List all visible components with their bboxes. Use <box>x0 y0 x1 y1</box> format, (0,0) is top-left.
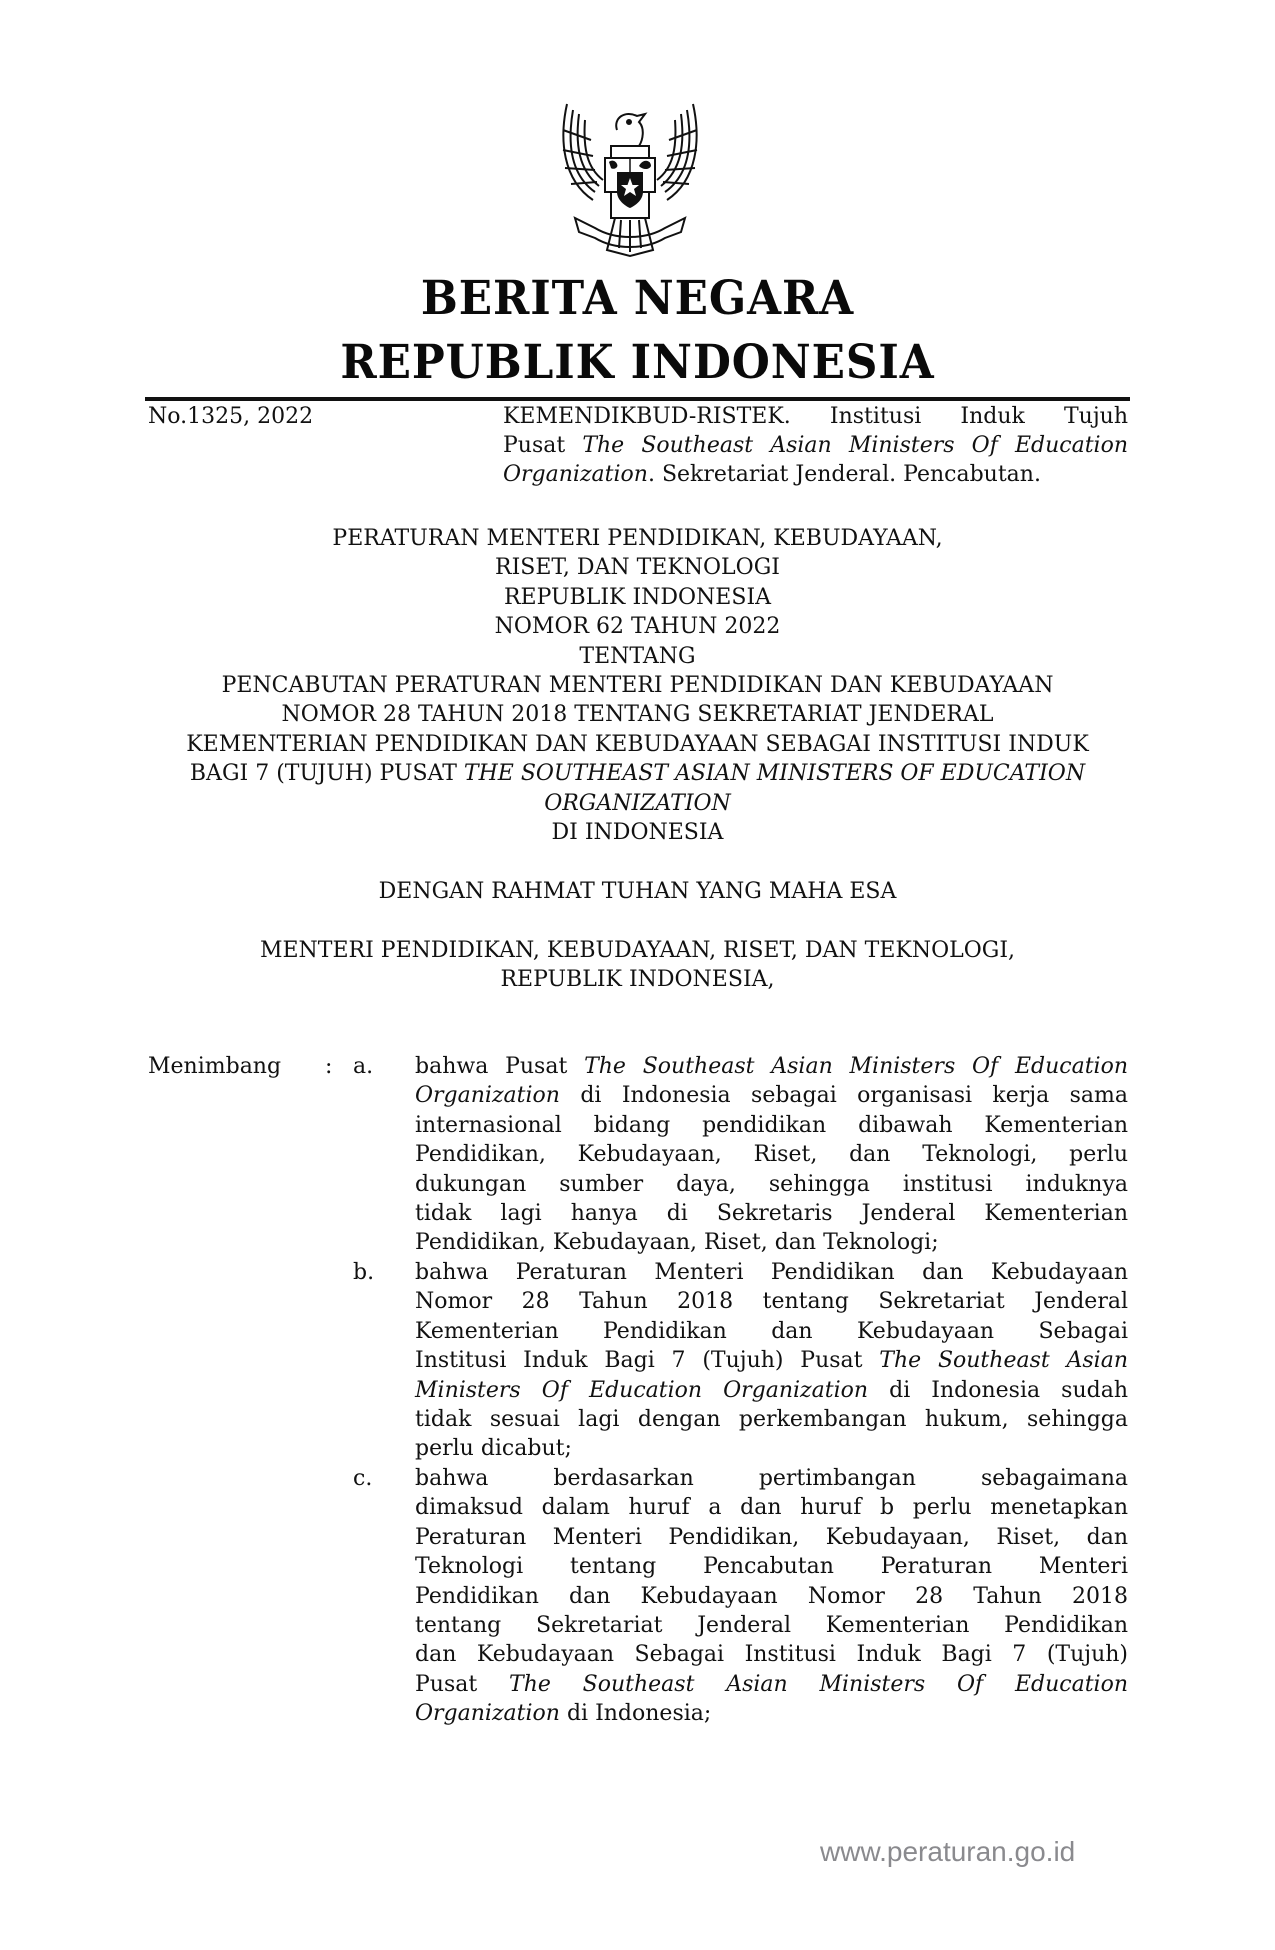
item-line: dan Kebudayaan Sebagai Institusi Induk Bagi 7 (Tujuh) <box>415 1642 1128 1668</box>
considerations-colon: : <box>325 1054 333 1079</box>
summary-italic: Organization <box>503 462 648 487</box>
masthead-title: BERITA NEGARA <box>420 271 855 326</box>
item-letter: a. <box>353 1054 374 1079</box>
item-line: tentang Sekretariat Jenderal Kementerian Pendidikan <box>415 1612 1128 1638</box>
summary-text: Pusat <box>503 433 583 458</box>
item-letter: c. <box>353 1466 373 1491</box>
item-line: Teknologi tentang Pencabutan Peraturan Menteri <box>415 1554 1128 1580</box>
gazette-summary <box>503 402 1128 489</box>
item-line: Pendidikan, Kebudayaan, Riset, dan Teknologi, perlu <box>415 1142 1128 1168</box>
item-line: Organization di Indonesia; <box>415 1701 712 1727</box>
summary-italic: The Southeast Asian Ministers Of Education <box>582 433 1128 458</box>
summary-line <box>503 431 1128 460</box>
item-line: dukungan sumber daya, sehingga institusi induknya <box>415 1171 1128 1197</box>
title-italic: THE SOUTHEAST ASIAN MINISTERS OF EDUCATION <box>463 761 1086 787</box>
consideration-item-c <box>415 1464 1128 1729</box>
item-line: internasional bidang pendidikan dibawah Kementerian <box>415 1112 1128 1138</box>
masthead-subtitle: REPUBLIK INDONESIA <box>340 335 935 390</box>
invocation: DENGAN RAHMAT TUHAN YANG MAHA ESA <box>378 879 897 904</box>
title-text: BAGI 7 (TUJUH) PUSAT <box>189 761 464 787</box>
consideration-item-a <box>415 1052 1128 1258</box>
title-line: RISET, DAN TEKNOLOGI <box>495 555 780 581</box>
item-line: dimaksud dalam huruf a dan huruf b perlu menetapkan <box>415 1495 1128 1521</box>
minister-line: REPUBLIK INDONESIA, <box>500 967 775 992</box>
item-letter: b. <box>353 1260 375 1285</box>
title-line: PERATURAN MENTERI PENDIDIKAN, KEBUDAYAAN, <box>332 526 943 551</box>
title-line: REPUBLIK INDONESIA <box>503 584 772 610</box>
summary-line <box>503 460 1128 489</box>
item-line: bahwa Peraturan Menteri Pendidikan dan Kebudayaan <box>415 1260 1128 1285</box>
title-line: NOMOR 28 TAHUN 2018 TENTANG SEKRETARIAT JENDERAL <box>281 702 994 728</box>
item-line: Pusat The Southeast Asian Ministers Of Education <box>415 1671 1128 1697</box>
considerations-label: Menimbang <box>148 1054 282 1079</box>
title-line: KEMENTERIAN PENDIDIKAN DAN KEBUDAYAAN SEBAGAI INSTITUSI INDUK <box>186 731 1089 757</box>
title-line: PENCABUTAN PERATURAN MENTERI PENDIDIKAN DAN KEBUDAYAAN <box>221 672 1054 698</box>
minister-line: MENTERI PENDIDIKAN, KEBUDAYAAN, RISET, DAN TEKNOLOGI, <box>259 938 1016 963</box>
title-line: DI INDONESIA <box>551 819 724 845</box>
item-line: Pendidikan dan Kebudayaan Nomor 28 Tahun 2018 <box>415 1583 1128 1609</box>
gazette-number: No.1325, 2022 <box>148 404 314 429</box>
title-line: NOMOR 62 TAHUN 2022 <box>494 614 781 640</box>
item-line: Pendidikan, Kebudayaan, Riset, dan Teknologi; <box>415 1230 939 1256</box>
item-line: Organization di Indonesia sebagai organisasi kerja sama <box>415 1083 1128 1109</box>
item-line: Ministers Of Education Organization di Indonesia sudah <box>415 1377 1128 1403</box>
item-line: bahwa berdasarkan pertimbangan sebagaimana <box>415 1466 1128 1491</box>
item-line: bahwa Pusat The Southeast Asian Ministers Of Education <box>415 1054 1128 1079</box>
summary-line: KEMENDIKBUD-RISTEK. Institusi Induk Tujuh <box>503 404 1128 429</box>
item-line: Institusi Induk Bagi 7 (Tujuh) Pusat The Southeast Asian <box>415 1348 1128 1374</box>
item-line: Nomor 28 Tahun 2018 tentang Sekretariat Jenderal <box>415 1289 1128 1315</box>
title-line <box>145 789 1130 818</box>
title-italic: ORGANIZATION <box>544 790 731 816</box>
masthead-divider <box>145 397 1130 401</box>
item-line: tidak sesuai lagi dengan perkembangan hukum, sehingga <box>415 1406 1128 1432</box>
title-line <box>145 759 1130 788</box>
source-watermark-link[interactable]: www.peraturan.go.id <box>820 1836 1076 1867</box>
consideration-item-b <box>415 1258 1128 1464</box>
item-line: Kementerian Pendidikan dan Kebudayaan Sebagai <box>415 1318 1128 1344</box>
summary-text: . Sekretariat Jenderal. Pencabutan. <box>647 462 1041 487</box>
garuda-emblem-icon <box>555 100 705 260</box>
regulation-title <box>145 524 1130 847</box>
item-line: Peraturan Menteri Pendidikan, Kebudayaan, Riset, dan <box>415 1524 1128 1550</box>
item-line: perlu dicabut; <box>415 1436 572 1462</box>
title-line: TENTANG <box>579 643 696 669</box>
item-line: tidak lagi hanya di Sekretaris Jenderal Kementerian <box>415 1200 1128 1226</box>
